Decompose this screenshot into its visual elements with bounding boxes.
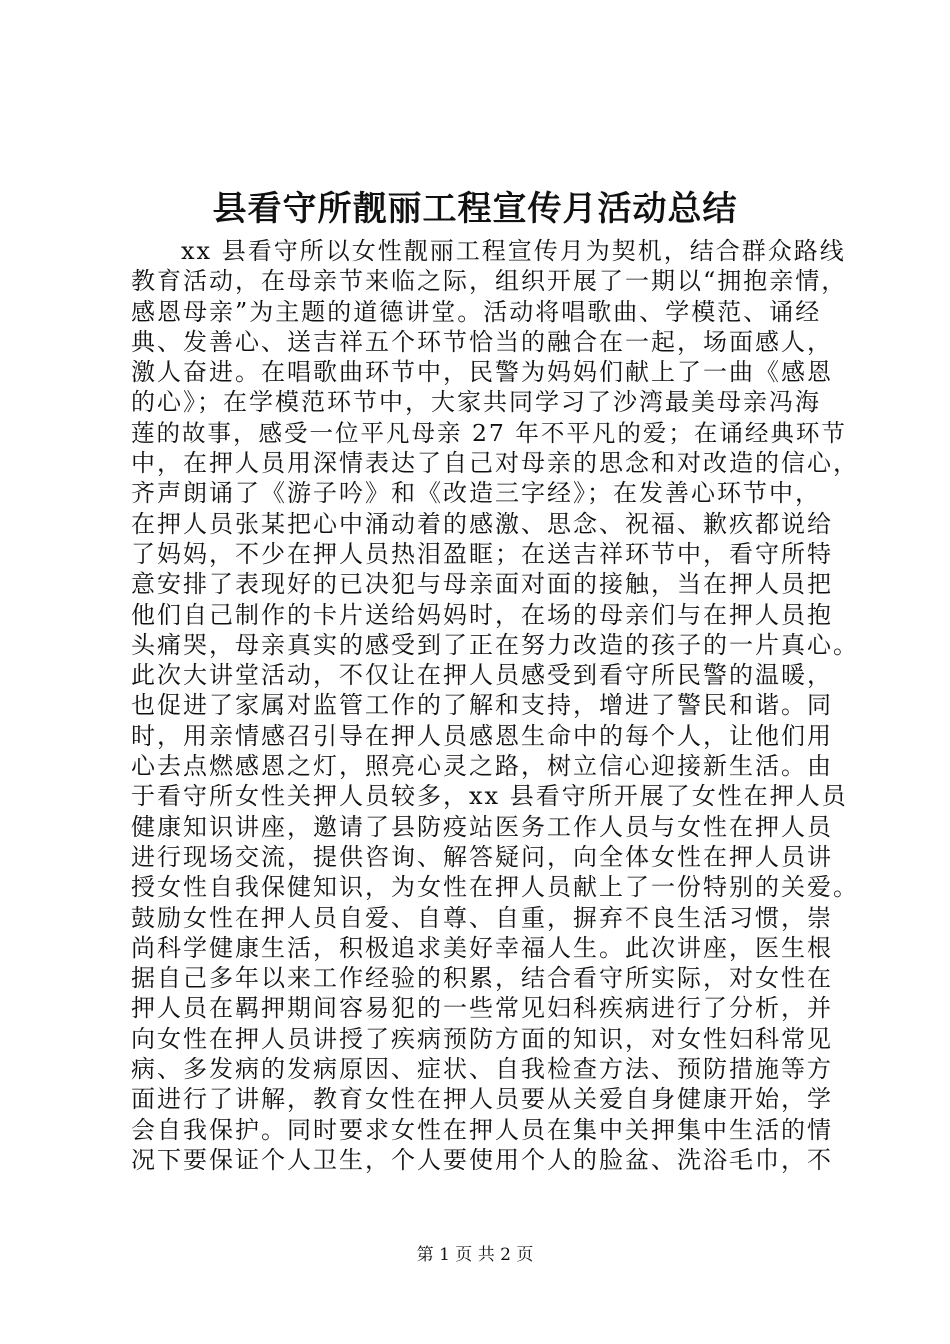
body-line: 向女性在押人员讲授了疾病预防方面的知识，对女性妇科常见 xyxy=(131,1024,833,1053)
body-line: 授女性自我保健知识，为女性在押人员献上了一份特别的关爱。 xyxy=(131,873,859,902)
body-line: 感恩母亲”为主题的道德讲堂。活动将唱歌曲、学模范、诵经 xyxy=(131,297,822,326)
body-line: 心去点燃感恩之灯，照亮心灵之路，树立信心迎接新生活。由 xyxy=(131,752,833,781)
body-line: 于看守所女性关押人员较多，xx 县看守所开展了女性在押人员 xyxy=(131,782,848,811)
document-title: 县看守所靓丽工程宣传月活动总结 xyxy=(212,189,738,229)
body-line: 时，用亲情感召引导在押人员感恩生命中的每个人，让他们用 xyxy=(131,721,833,750)
body-line: 此次大讲堂活动，不仅让在押人员感受到看守所民警的温暖， xyxy=(131,661,833,690)
page-footer: 第 1 页 共 2 页 xyxy=(416,1245,534,1265)
body-line: 鼓励女性在押人员自爱、自尊、自重，摒弃不良生活习惯，崇 xyxy=(131,903,833,932)
body-line: 尚科学健康生活，积极追求美好幸福人生。此次讲座，医生根 xyxy=(131,933,833,962)
body-line: xx 县看守所以女性靓丽工程宣传月为契机，结合群众路线 xyxy=(181,237,846,265)
body-line: 了妈妈，不少在押人员热泪盈眶；在送吉祥环节中，看守所特 xyxy=(131,539,833,568)
body-line: 据自己多年以来工作经验的积累，结合看守所实际，对女性在 xyxy=(131,964,833,993)
body-line: 齐声朗诵了《游子吟》和《改造三字经》；在发善心环节中， xyxy=(131,479,821,508)
body-line: 也促进了家属对监管工作的了解和支持，增进了警民和谐。同 xyxy=(131,691,833,720)
body-line: 进行现场交流，提供咨询、解答疑问，向全体女性在押人员讲 xyxy=(131,842,833,871)
body-line: 况下要保证个人卫生，个人要使用个人的脸盆、洗浴毛巾，不 xyxy=(131,1145,833,1174)
body-line: 意安排了表现好的已决犯与母亲面对面的接触，当在押人员把 xyxy=(131,570,833,599)
body-line: 中，在押人员用深情表达了自己对母亲的思念和对改造的信心， xyxy=(131,449,859,478)
body-line: 健康知识讲座，邀请了县防疫站医务工作人员与女性在押人员 xyxy=(131,812,833,841)
body-line: 教育活动，在母亲节来临之际，组织开展了一期以“拥抱亲情， xyxy=(131,267,848,296)
body-line: 会自我保护。同时要求女性在押人员在集中关押集中生活的情 xyxy=(131,1115,833,1144)
body-line: 激人奋进。在唱歌曲环节中，民警为妈妈们献上了一曲《感恩 xyxy=(131,358,833,387)
body-line: 面进行了讲解，教育女性在押人员要从关爱自身健康开始，学 xyxy=(131,1085,833,1114)
document-body xyxy=(131,236,859,1175)
body-line: 他们自己制作的卡片送给妈妈时，在场的母亲们与在押人员抱 xyxy=(131,600,833,629)
body-line: 的心》；在学模范环节中，大家共同学习了沙湾最美母亲冯海 xyxy=(131,388,821,417)
body-line: 在押人员张某把心中涌动着的感激、思念、祝福、歉疚都说给 xyxy=(131,509,833,538)
body-line: 头痛哭，母亲真实的感受到了正在努力改造的孩子的一片真心。 xyxy=(131,630,859,659)
body-line: 病、多发病的发病原因、症状、自我检查方法、预防措施等方 xyxy=(131,1055,833,1084)
body-line: 典、发善心、送吉祥五个环节恰当的融合在一起，场面感人， xyxy=(131,327,833,356)
body-line: 莲的故事，感受一位平凡母亲 27 年不平凡的爱；在诵经典环节 xyxy=(131,418,847,447)
body-line: 押人员在羁押期间容易犯的一些常见妇科疾病进行了分析，并 xyxy=(131,994,833,1023)
